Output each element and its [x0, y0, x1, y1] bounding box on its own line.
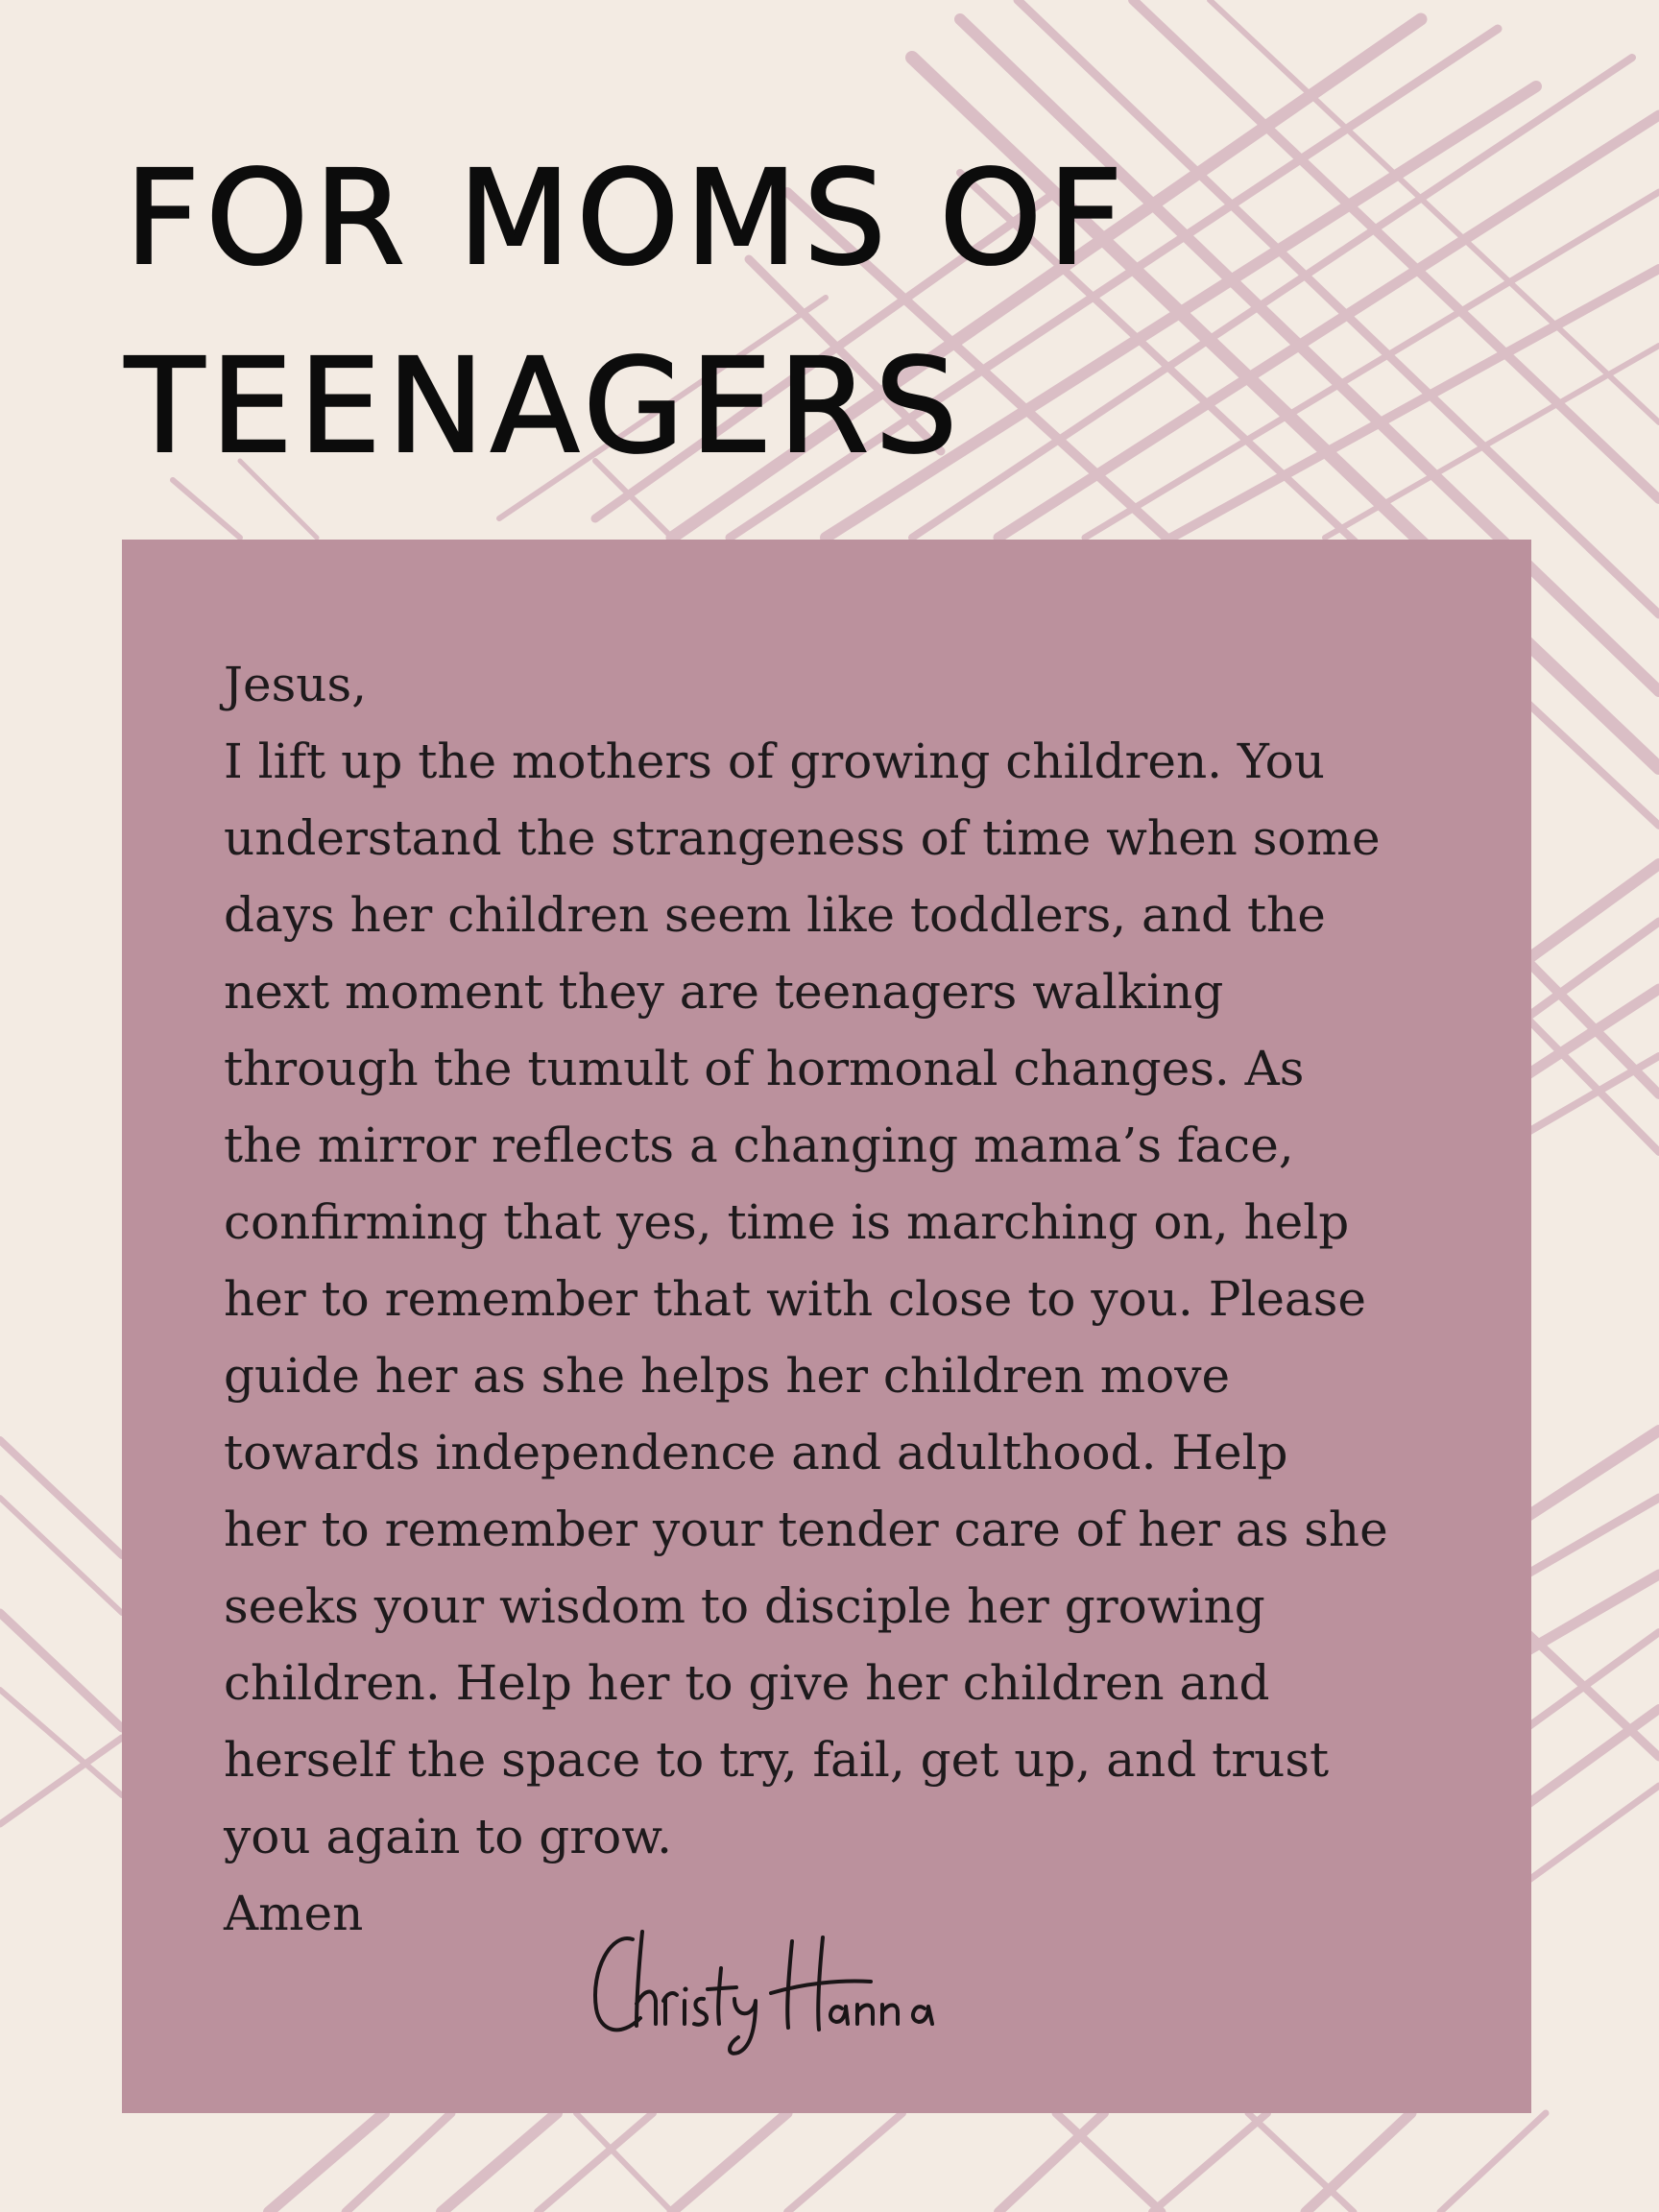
prayer-line: the mirror reflects a changing mama’s face, [224, 1118, 1294, 1173]
prayer-line: Jesus, [224, 657, 368, 712]
prayer-line: through the tumult of hormonal changes. As [224, 1041, 1305, 1096]
page-title [125, 125, 1129, 501]
prayer-line: days her children seem like toddlers, and the [224, 887, 1326, 943]
prayer-line: understand the strangeness of time when some [224, 810, 1381, 866]
prayer-line: Amen [224, 1886, 364, 1941]
prayer-line: next moment they are teenagers walking [224, 964, 1224, 1020]
prayer-line: seeks your wisdom to disciple her growing [224, 1578, 1265, 1634]
prayer-line: I lift up the mothers of growing children. You [224, 733, 1325, 789]
prayer-line: children. Help her to give her children and [224, 1655, 1270, 1711]
prayer-line: towards independence and adulthood. Help [224, 1425, 1288, 1480]
prayer-line: herself the space to try, fail, get up, and trust [224, 1732, 1330, 1788]
title-line-1: FOR MOMS OF [125, 143, 1129, 295]
title-line-2: TEENAGERS [125, 331, 964, 483]
signature [583, 1912, 1024, 2056]
prayer-line: guide her as she helps her children move [224, 1348, 1231, 1404]
prayer-text [224, 646, 1472, 1952]
prayer-line: you again to grow. [224, 1809, 673, 1864]
prayer-line: confirming that yes, time is marching on, help [224, 1194, 1350, 1250]
prayer-line: her to remember your tender care of her as she [224, 1502, 1388, 1557]
prayer-card [122, 540, 1531, 2113]
prayer-line: her to remember that with close to you. Please [224, 1271, 1366, 1327]
